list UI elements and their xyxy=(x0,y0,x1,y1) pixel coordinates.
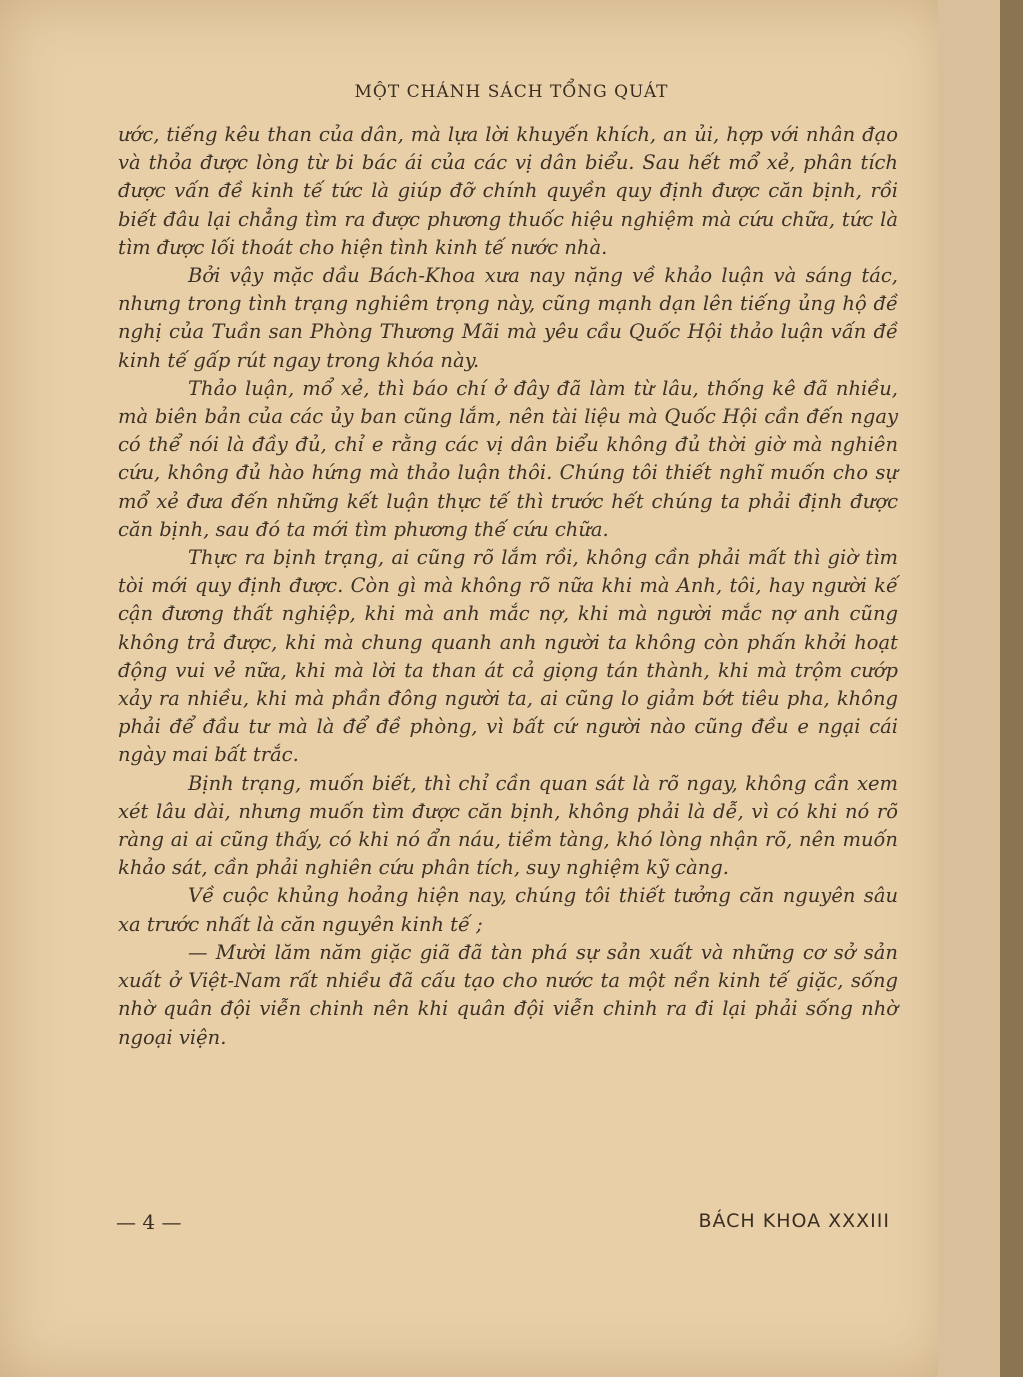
scan-border xyxy=(1000,0,1023,1377)
article-body xyxy=(118,121,898,1052)
paragraph-7: — Mười lăm năm giặc giã đã tàn phá sự sản xuất và những cơ sở sản xuất ở Việt-Nam rất nhiều đã cấu tạo cho nước ta một nền kinh tế giặc, sống nhờ quân đội viễn chinh nên khi quân đội viễn chinh ra đi lại phải sống nhờ ngoại viện. xyxy=(118,940,898,1049)
paragraph-5: Bịnh trạng, muốn biết, thì chỉ cần quan sát là rõ ngay, không cần xem xét lâu dài, nhưng muốn tìm được căn bịnh, không phải là dễ, vì có khi nó rõ ràng ai ai cũng thấy, có khi nó ẩn náu, tiềm tàng, khó lòng nhận rõ, nên muốn khảo sát, cần phải nghiên cứu phân tích, suy nghiệm kỹ càng. xyxy=(118,771,898,880)
running-header: MỘT CHÁNH SÁCH TỔNG QUÁT xyxy=(354,82,669,102)
paragraph-2: Bởi vậy mặc dầu Bách-Khoa xưa nay nặng về khảo luận và sáng tác, nhưng trong tình trạng nghiêm trọng này, cũng mạnh dạn lên tiếng ủng hộ đề nghị của Tuần san Phòng Thương Mãi mà yêu cầu Quốc Hội thảo luận vấn đề kinh tế gấp rút ngay trong khóa này. xyxy=(118,264,898,372)
paragraph-1: ước, tiếng kêu than của dân, mà lựa lời khuyến khích, an ủi, hợp với nhân đạo và thỏa được lòng từ bi bác ái của các vị dân biểu. Sau hết mổ xẻ, phân tích được vấn đề kinh tế tức là giúp đỡ chính quyền quy định được căn bịnh, rồi biết đâu lại chẳng tìm ra được phương thuốc hiệu nghiệm mà cứu chữa, tức là tìm được lối thoát cho hiện tình kinh tế nước nhà. xyxy=(118,123,898,259)
page-number: — 4 — xyxy=(116,1210,182,1234)
paragraph-4: Thực ra bịnh trạng, ai cũng rõ lắm rồi, không cần phải mất thì giờ tìm tòi mới quy định được. Còn gì mà không rõ nữa khi mà Anh, tôi, hay người kế cận đương thất nghiệp, khi mà anh mắc nợ, khi mà người mắc nợ anh cũng không trả được, khi mà chung quanh anh người ta không còn phấn khởi hoạt động vui vẻ nữa, khi mà lời ta than át cả giọng tán thành, khi mà trộm cướp xảy ra nhiều, khi mà phần đông người ta, ai cũng lo giảm bớt tiêu pha, không phải để đầu tư mà là để đề phòng, vì bất cứ người nào cũng đều e ngại cái ngày mai bất trắc. xyxy=(118,546,898,767)
paragraph-6: Về cuộc khủng hoảng hiện nay, chúng tôi thiết tưởng căn nguyên sâu xa trước nhất là căn nguyên kinh tế ; xyxy=(118,884,898,936)
publication-name: BÁCH KHOA XXXIII xyxy=(698,1210,890,1232)
paragraph-3: Thảo luận, mổ xẻ, thì báo chí ở đây đã làm từ lâu, thống kê đã nhiều, mà biên bản của các ủy ban cũng lắm, nên tài liệu mà Quốc Hội cần đến ngay có thể nói là đầy đủ, chỉ e rằng các vị dân biểu không đủ thời giờ mà nghiên cứu, không đủ hào hứng mà thảo luận thôi. Chúng tôi thiết nghĩ muốn cho sự mổ xẻ đưa đến những kết luận thực tế thì trước hết chúng ta phải định được căn bịnh, sau đó ta mới tìm phương thế cứu chữa. xyxy=(118,376,898,541)
